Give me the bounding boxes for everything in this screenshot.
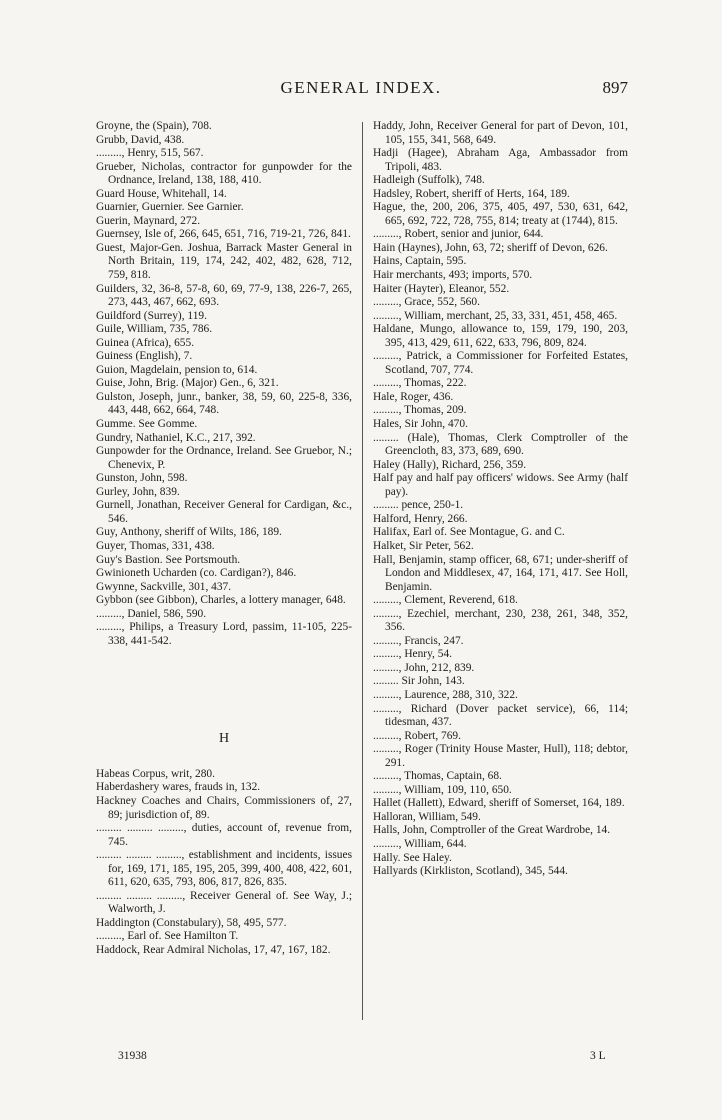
index-entry: ........., Thomas, 209.: [373, 404, 467, 417]
index-entry: Halls, John, Comptroller of the Great Wardrobe, 14.: [373, 824, 611, 837]
right-column: [373, 120, 628, 879]
index-entry: Guion, Magdelain, pension to, 614.: [96, 363, 258, 376]
index-entry: ........., Henry, 54.: [373, 648, 452, 661]
index-entry: ........., Robert, senior and junior, 644.: [373, 228, 544, 241]
page-header: [0, 78, 722, 102]
index-entry: Gumme. See Gomme.: [96, 418, 198, 431]
index-entry: ........., John, 212, 839.: [373, 661, 475, 674]
index-entry: Hall, Benjamin, stamp officer, 68, 671; under-sheriff of London and Middlesex, 47, 164, 171, 417. See Holl, Benjamin.: [373, 553, 628, 593]
index-entry: Gurley, John, 839.: [96, 485, 180, 498]
index-entry: Hallet (Hallett), Edward, sheriff of Somerset, 164, 189.: [373, 797, 625, 810]
index-entry: Halifax, Earl of. See Montague, G. and C.: [373, 526, 565, 539]
index-entry: Hadji (Hagee), Abraham Aga, Ambassador from Tripoli, 483.: [373, 147, 628, 173]
index-entry: ........., William, merchant, 25, 33, 331, 451, 458, 465.: [373, 309, 618, 322]
index-entry: Guinea (Africa), 655.: [96, 336, 195, 349]
index-entry: Gybbon (see Gibbon), Charles, a lottery manager, 648.: [96, 594, 346, 607]
index-entry: ........., Thomas, Captain, 68.: [373, 770, 502, 783]
index-entry: Half pay and half pay officers' widows. See Army (half pay).: [373, 472, 628, 498]
right-entries: [373, 120, 628, 879]
index-entry: Hallyards (Kirkliston, Scotland), 345, 544.: [373, 865, 568, 878]
index-entry: ........., Ezechiel, merchant, 230, 238, 261, 348, 352, 356.: [373, 607, 628, 634]
index-entry: ......... Sir John, 143.: [373, 675, 465, 688]
section-gap: [96, 648, 352, 732]
index-entry: Haddock, Rear Admiral Nicholas, 17, 47, 167, 182.: [96, 943, 331, 956]
index-entry: ......... ......... ........., duties, account of, revenue from, 745.: [96, 822, 352, 848]
index-entry: Guyer, Thomas, 331, 438.: [96, 539, 215, 552]
index-entry: ......... ......... ........., Receiver General of. See Way, J.; Walworth, J.: [96, 889, 352, 916]
index-entry: Gunpowder for the Ordnance, Ireland. See Gruebor, N.; Chenevix, P.: [96, 445, 352, 471]
index-entry: Guest, Major-Gen. Joshua, Barrack Master General in North Britain, 119, 174, 242, 402, 482, 628, 712, 759, 818.: [96, 241, 352, 282]
index-entry: ........., Patrick, a Commissioner for Forfeited Estates, Scotland, 707, 774.: [373, 350, 628, 376]
index-entry: ........., Philips, a Treasury Lord, passim, 11-105, 225-338, 441-542.: [96, 621, 352, 647]
index-entry: Gunston, John, 598.: [96, 472, 188, 485]
index-entry: Guildford (Surrey), 119.: [96, 309, 207, 322]
footer-sheet-mark: 3 L: [590, 1050, 606, 1062]
index-entry: ........., Laurence, 288, 310, 322.: [373, 688, 518, 701]
left-top-entries: [96, 120, 352, 648]
footer-signature: 31938: [118, 1050, 147, 1062]
index-entry: Guernsey, Isle of, 266, 645, 651, 716, 719-21, 726, 841.: [96, 228, 351, 241]
left-bottom-entries: [96, 768, 352, 958]
index-entry: Hale, Roger, 436.: [373, 390, 454, 403]
index-entry: Hadleigh (Suffolk), 748.: [373, 174, 485, 187]
index-entry: ......... (Hale), Thomas, Clerk Comptroller of the Greencloth, 83, 373, 689, 690.: [373, 431, 628, 458]
index-entry: Guy's Bastion. See Portsmouth.: [96, 553, 241, 566]
index-entry: Hains, Captain, 595.: [373, 255, 467, 268]
index-entry: ........., Grace, 552, 560.: [373, 296, 480, 309]
index-entry: ......... pence, 250-1.: [373, 499, 464, 512]
index-entry: Haberdashery wares, frauds in, 132.: [96, 781, 261, 794]
index-entry: ........., Robert, 769.: [373, 729, 461, 742]
index-entry: Gulston, Joseph, junr., banker, 38, 59, 60, 225-8, 336, 443, 448, 662, 664, 748.: [96, 390, 352, 417]
index-entry: Gurnell, Jonathan, Receiver General for Cardigan, &c., 546.: [96, 499, 352, 525]
index-entry: ......... ......... ........., establishment and incidents, issues for, 169, 171, 185, 195, 205, 399, 400, 408, 422, 601, 611, 620, 635, 793, 806, 817, 826, 835.: [96, 849, 352, 889]
page-title: GENERAL INDEX.: [280, 78, 442, 97]
index-entry: ........., Henry, 515, 567.: [96, 147, 204, 160]
index-entry: Guise, John, Brig. (Major) Gen., 6, 321.: [96, 377, 279, 390]
index-entry: Gwynne, Sackville, 301, 437.: [96, 580, 232, 593]
index-entry: ........., Earl of. See Hamilton T.: [96, 930, 239, 943]
column-divider: [362, 122, 363, 1020]
left-column: [96, 120, 352, 958]
index-entry: ........., Thomas, 222.: [373, 377, 467, 390]
index-entry: Hain (Haynes), John, 63, 72; sheriff of Devon, 626.: [373, 241, 608, 254]
index-entry: Haddy, John, Receiver General for part of Devon, 101, 105, 155, 341, 568, 649.: [373, 120, 628, 146]
index-entry: Guiness (English), 7.: [96, 350, 193, 363]
index-entry: Gundry, Nathaniel, K.C., 217, 392.: [96, 431, 256, 444]
index-entry: Hair merchants, 493; imports, 570.: [373, 269, 533, 282]
index-entry: Grueber, Nicholas, contractor for gunpowder for the Ordnance, Ireland, 138, 188, 410.: [96, 160, 352, 187]
index-entry: Guerin, Maynard, 272.: [96, 214, 201, 227]
page-number: 897: [602, 78, 628, 97]
index-entry: Hally. See Haley.: [373, 851, 452, 864]
index-entry: Guy, Anthony, sheriff of Wilts, 186, 189.: [96, 526, 282, 539]
index-entry: Haldane, Mungo, allowance to, 159, 179, 190, 203, 395, 413, 429, 611, 622, 633, 796, 809, 824.: [373, 323, 628, 349]
index-entry: ........., William, 109, 110, 650.: [373, 783, 512, 796]
index-entry: Hadsley, Robert, sheriff of Herts, 164, 189.: [373, 187, 570, 200]
index-entry: Haley (Hally), Richard, 256, 359.: [373, 458, 527, 471]
index-entry: Halket, Sir Peter, 562.: [373, 539, 474, 552]
index-entry: Haddington (Constabulary), 58, 495, 577.: [96, 916, 287, 929]
index-entry: Hackney Coaches and Chairs, Commissioners of, 27, 89; jurisdiction of, 89.: [96, 794, 352, 821]
index-entry: Gwinioneth Ucharden (co. Cardigan?), 846.: [96, 567, 297, 580]
index-entry: Guarnier, Guernier. See Garnier.: [96, 201, 244, 214]
index-entry: ........., Clement, Reverend, 618.: [373, 594, 518, 607]
index-entry: ........., Daniel, 586, 590.: [96, 607, 207, 620]
index-entry: Guilders, 32, 36-8, 57-8, 60, 69, 77-9, 138, 226-7, 265, 273, 443, 467, 662, 693.: [96, 282, 352, 309]
index-entry: Haiter (Hayter), Eleanor, 552.: [373, 282, 510, 295]
index-entry: Habeas Corpus, writ, 280.: [96, 767, 215, 780]
index-entry: Grubb, David, 438.: [96, 133, 185, 146]
index-entry: ........., William, 644.: [373, 837, 467, 850]
index-entry: Guard House, Whitehall, 14.: [96, 187, 227, 200]
index-entry: Guile, William, 735, 786.: [96, 323, 213, 336]
section-letter-h: H: [218, 731, 230, 747]
index-entry: ........., Roger (Trinity House Master, Hull), 118; debtor, 291.: [373, 743, 628, 769]
index-entry: ........., Francis, 247.: [373, 634, 464, 647]
index-entry: Hague, the, 200, 206, 375, 405, 497, 530, 631, 642, 665, 692, 722, 728, 755, 814; treaty at (1744), 815.: [373, 201, 628, 227]
index-entry: Groyne, the (Spain), 708.: [96, 120, 212, 132]
index-entry: Halloran, William, 549.: [373, 810, 481, 823]
index-entry: Hales, Sir John, 470.: [373, 418, 468, 431]
index-entry: Halford, Henry, 266.: [373, 512, 468, 525]
index-entry: ........., Richard (Dover packet service), 66, 114; tidesman, 437.: [373, 702, 628, 729]
